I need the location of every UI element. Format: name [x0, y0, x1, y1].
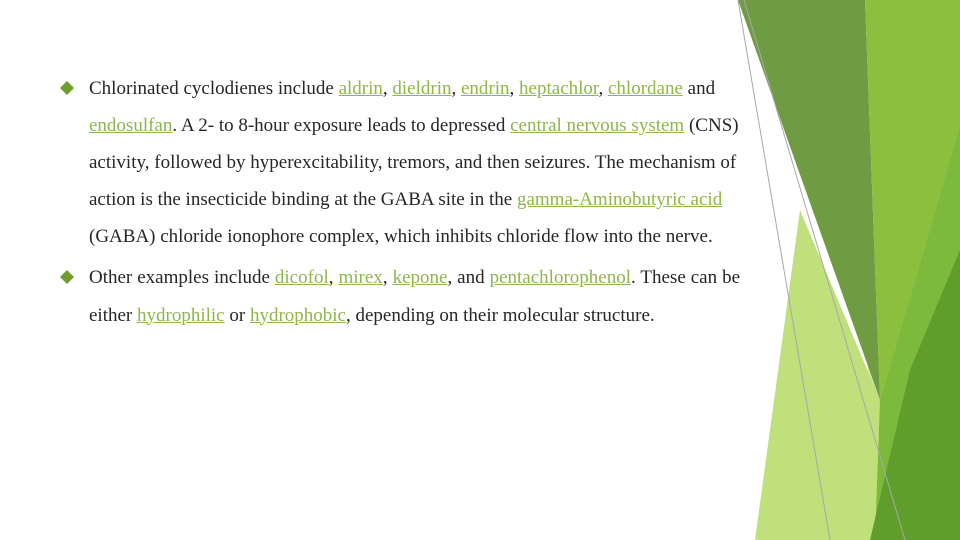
term-link-chlordane[interactable]: chlordane	[607, 78, 683, 99]
term-link-gamma-aminobutyric-acid[interactable]: gamma-Aminobutyric acid	[516, 189, 723, 210]
text-segment: ,	[598, 78, 608, 99]
term-link-mirex[interactable]: mirex	[338, 267, 383, 288]
text-segment: and	[682, 78, 716, 99]
text-segment: Chlorinated cyclodienes include	[89, 78, 339, 99]
text-segment: ,	[382, 78, 393, 99]
term-link-dicofol[interactable]: dicofol	[274, 267, 329, 288]
term-link-endrin[interactable]: endrin	[461, 78, 510, 99]
text-segment: ,	[382, 267, 393, 288]
term-link-dieldrin[interactable]: dieldrin	[392, 78, 452, 99]
term-link-endosulfan[interactable]: endosulfan	[89, 115, 173, 136]
term-link-kepone[interactable]: kepone	[392, 267, 448, 288]
text-segment: ,	[451, 78, 461, 99]
bullet-other-examples	[60, 259, 740, 334]
text-segment: ,	[509, 78, 520, 99]
diamond-bullet-icon	[60, 270, 74, 284]
text-segment: . A 2- to 8-hour exposure leads to depressed	[172, 115, 511, 136]
text-segment: or	[224, 304, 250, 326]
bullet-text	[89, 78, 739, 247]
diamond-bullet-icon	[60, 81, 74, 95]
term-link-hydrophilic[interactable]: hydrophilic	[137, 304, 225, 326]
text-segment: . These can be either	[89, 267, 741, 326]
text-segment: ,	[328, 267, 339, 288]
bullet-text	[89, 267, 740, 326]
term-link-heptachlor[interactable]: heptachlor	[519, 78, 599, 99]
text-segment: (CNS) activity, followed by hyperexcitability, tremors, and then seizures. The mechanism of action is the insecticide binding at the GABA site in the	[89, 115, 739, 210]
term-link-aldrin[interactable]: aldrin	[338, 78, 383, 99]
text-segment: , depending on their molecular structure.	[346, 304, 655, 326]
text-segment: (GABA) chloride ionophore complex, which inhibits chloride flow into the nerve.	[89, 226, 713, 247]
content-area	[60, 70, 740, 334]
term-link-central-nervous-system[interactable]: central nervous system	[510, 115, 685, 136]
text-segment: Other examples include	[89, 267, 275, 288]
term-link-hydrophobic[interactable]: hydrophobic	[249, 304, 346, 326]
bullet-chlorinated-cyclodienes	[60, 70, 740, 255]
term-link-pentachlorophenol[interactable]: pentachlorophenol	[489, 267, 631, 288]
text-segment: , and	[447, 267, 490, 288]
